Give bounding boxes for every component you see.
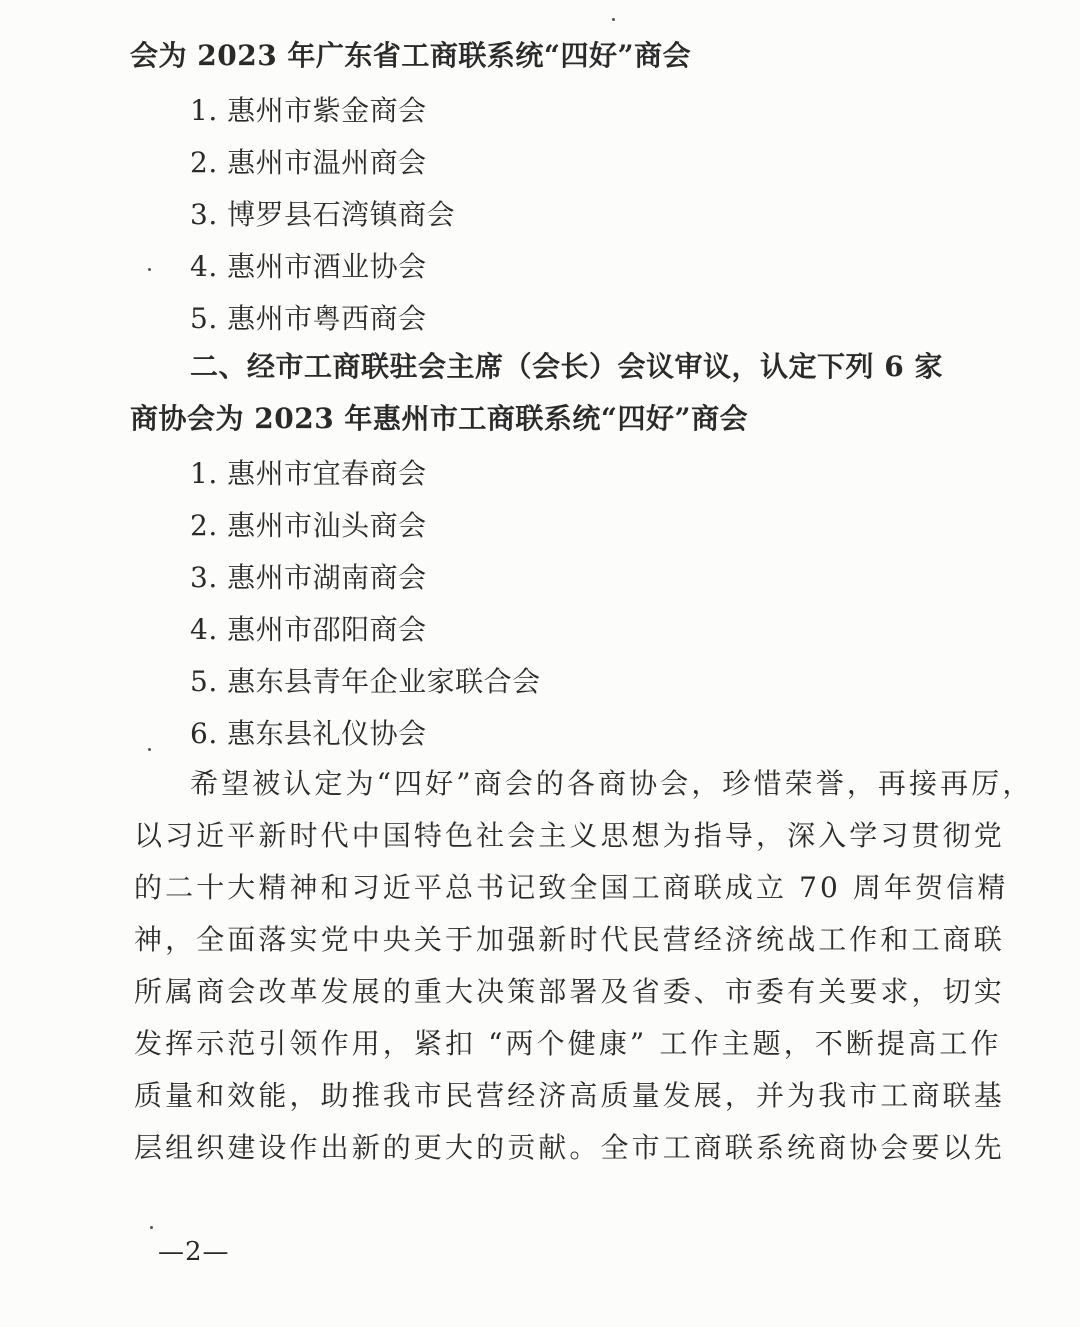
section2-heading-continuation: 商协会为 2023 年惠州市工商联系统“四好”商会 [130,402,749,435]
scan-speck [148,748,151,751]
closing-paragraph-line: 神，全面落实党中央关于加强新时代民营经济统战工作和工商联 [134,923,1005,956]
page-number: —2— [158,1237,230,1267]
list1-item: 4. 惠州市酒业协会 [190,250,427,283]
list1-item: 2. 惠州市温州商会 [190,146,427,179]
closing-paragraph-line: 的二十大精神和习近平总书记致全国工商联成立 70 周年贺信精 [134,871,1009,904]
list2-item: 6. 惠东县礼仪协会 [190,717,427,750]
list2-item: 5. 惠东县青年企业家联合会 [190,665,541,698]
list2-item: 4. 惠州市邵阳商会 [190,613,427,646]
list2-item: 3. 惠州市湖南商会 [190,561,427,594]
scan-speck [150,1226,153,1229]
list1-item: 5. 惠州市粤西商会 [190,302,427,335]
scan-speck [148,268,151,271]
list2-item: 1. 惠州市宜春商会 [190,457,427,490]
closing-paragraph-line: 以习近平新时代中国特色社会主义思想为指导，深入学习贯彻党 [134,819,1005,852]
closing-paragraph-line: 质量和效能，助推我市民营经济高质量发展，并为我市工商联基 [134,1079,1005,1112]
closing-paragraph-line: 发挥示范引领作用，紧扣 “两个健康” 工作主题，不断提高工作 [134,1027,1002,1060]
list1-item: 3. 博罗县石湾镇商会 [190,198,456,231]
closing-paragraph-line: 希望被认定为“四好”商会的各商协会，珍惜荣誉，再接再厉， [190,767,1034,800]
section2-heading: 二、经市工商联驻会主席（会长）会议审议，认定下列 6 家 [190,350,943,383]
closing-paragraph-line: 所属商会改革发展的重大决策部署及省委、市委有关要求，切实 [134,975,1005,1008]
closing-paragraph-line: 层组织建设作出新的更大的贡献。全市工商联系统商协会要以先 [134,1131,1005,1164]
list2-item: 2. 惠州市汕头商会 [190,509,427,542]
list1-item: 1. 惠州市紫金商会 [190,94,427,127]
intro-tail-line: 会为 2023 年广东省工商联系统“四好”商会 [130,39,692,72]
scan-speck [612,18,615,21]
